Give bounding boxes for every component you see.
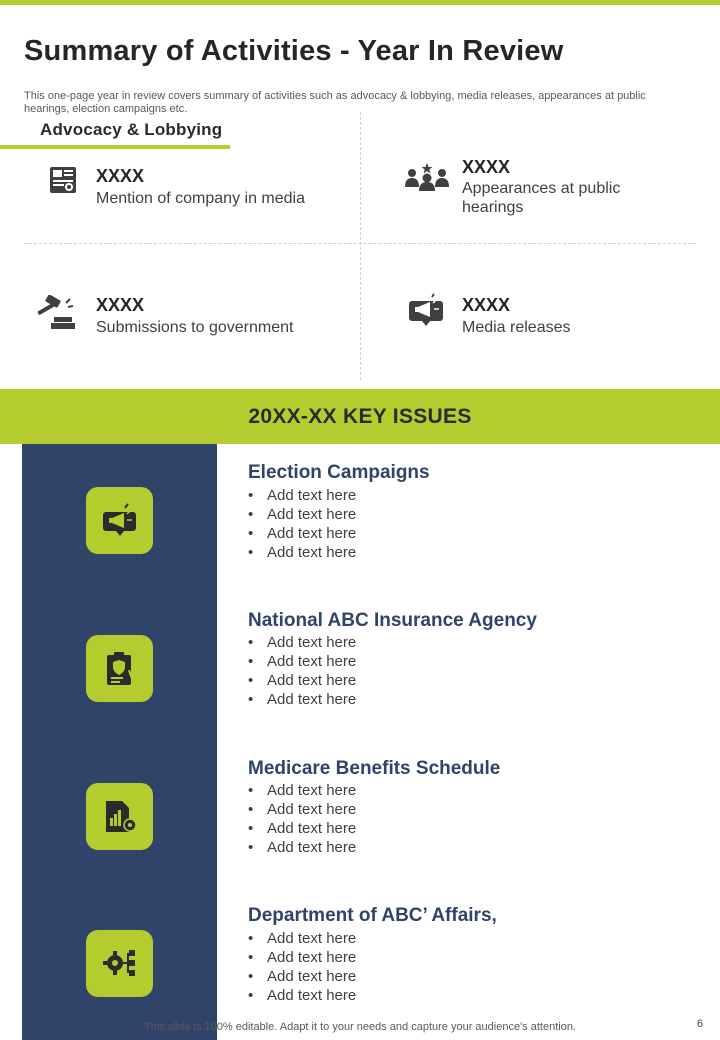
bullet-text: Add text here	[267, 968, 357, 985]
issue-bullet-list	[248, 633, 356, 709]
stat-value: XXXX	[96, 166, 145, 186]
list-item: • Add text here	[248, 691, 357, 708]
insurance-clipboard-icon	[101, 650, 138, 687]
list-item: • Add text here	[248, 506, 357, 523]
bullet-text: Add text here	[267, 949, 357, 966]
bullet-text: Add text here	[267, 820, 357, 837]
stat-value: XXXX	[462, 157, 511, 177]
list-item: • Add text here	[248, 653, 357, 670]
list-item: • Add text here	[248, 544, 357, 561]
stat-label: Media releases	[462, 319, 571, 336]
bullet-text: Add text here	[267, 487, 357, 504]
key-issues-title: 20XX-XX KEY ISSUES	[248, 405, 472, 428]
audience-icon	[404, 161, 450, 191]
stat-label: Mention of company in media	[96, 190, 305, 207]
bullet-text: Add text here	[267, 987, 357, 1004]
top-accent-bar	[0, 0, 720, 5]
page-subtitle: This one-page year in review covers summary of activities such as advocacy & lobbying, media releases, appearances at public hearings, election campaigns etc.	[24, 90, 646, 115]
stat-value: XXXX	[96, 295, 145, 315]
issue-bullet-list	[248, 929, 356, 1005]
stat-label: Appearances at public hearings	[462, 180, 621, 216]
page-title: Summary of Activities - Year In Review	[24, 35, 564, 67]
gavel-icon	[36, 295, 76, 331]
bullet-text: Add text here	[267, 634, 357, 651]
bullet-text: Add text here	[267, 782, 357, 799]
list-item: • Add text here	[248, 987, 357, 1004]
megaphone-icon	[408, 293, 444, 327]
bullet-text: Add text here	[267, 839, 357, 856]
list-item: • Add text here	[248, 968, 357, 985]
list-item: • Add text here	[248, 525, 357, 542]
footer-note	[0, 1021, 720, 1033]
bullet-text: Add text here	[267, 801, 357, 818]
issue-icon-tile	[86, 487, 153, 554]
list-item: • Add text here	[248, 949, 357, 966]
bullet-text: Add text here	[267, 691, 357, 708]
stat-government-submissions	[36, 293, 356, 353]
stat-media-mentions	[48, 163, 348, 223]
stat-media-releases	[408, 293, 698, 353]
list-item: • Add text here	[248, 801, 357, 818]
issue-bullet-list	[248, 486, 356, 562]
gear-network-icon	[101, 945, 138, 982]
stat-label: Submissions to government	[96, 319, 294, 336]
issue-bullet-list	[248, 781, 356, 857]
bullet-text: Add text here	[267, 544, 357, 561]
report-gear-icon	[101, 798, 138, 835]
list-item: • Add text here	[248, 782, 357, 799]
page-number: 6	[697, 1018, 704, 1030]
issue-icon-tile	[86, 635, 153, 702]
bullet-text: Add text here	[267, 653, 357, 670]
bullet-text: Add text here	[267, 930, 357, 947]
issue-icon-tile	[86, 783, 153, 850]
advocacy-underline	[0, 145, 230, 149]
issue-title: Department of ABC’ Affairs,	[248, 905, 497, 926]
stat-value: XXXX	[462, 295, 511, 315]
megaphone-icon	[101, 502, 138, 539]
issue-title: Election Campaigns	[248, 462, 430, 483]
footer-text: This slide is 100% editable. Adapt it to your needs and capture your audience's attention.	[144, 1021, 576, 1033]
bullet-text: Add text here	[267, 506, 357, 523]
list-item: • Add text here	[248, 672, 357, 689]
list-item: • Add text here	[248, 487, 357, 504]
bullet-text: Add text here	[267, 672, 357, 689]
bullet-text: Add text here	[267, 525, 357, 542]
key-issues-banner	[0, 389, 720, 444]
list-item: • Add text here	[248, 930, 357, 947]
list-item: • Add text here	[248, 634, 357, 651]
news-report-icon	[48, 165, 78, 195]
stats-vertical-divider	[360, 112, 361, 380]
list-item: • Add text here	[248, 839, 357, 856]
issue-title: National ABC Insurance Agency	[248, 610, 537, 631]
issue-title: Medicare Benefits Schedule	[248, 758, 501, 779]
list-item: • Add text here	[248, 820, 357, 837]
issue-icon-tile	[86, 930, 153, 997]
advocacy-heading: Advocacy & Lobbying	[40, 120, 223, 139]
stat-public-hearings	[404, 155, 704, 225]
stats-horizontal-divider	[24, 243, 696, 244]
